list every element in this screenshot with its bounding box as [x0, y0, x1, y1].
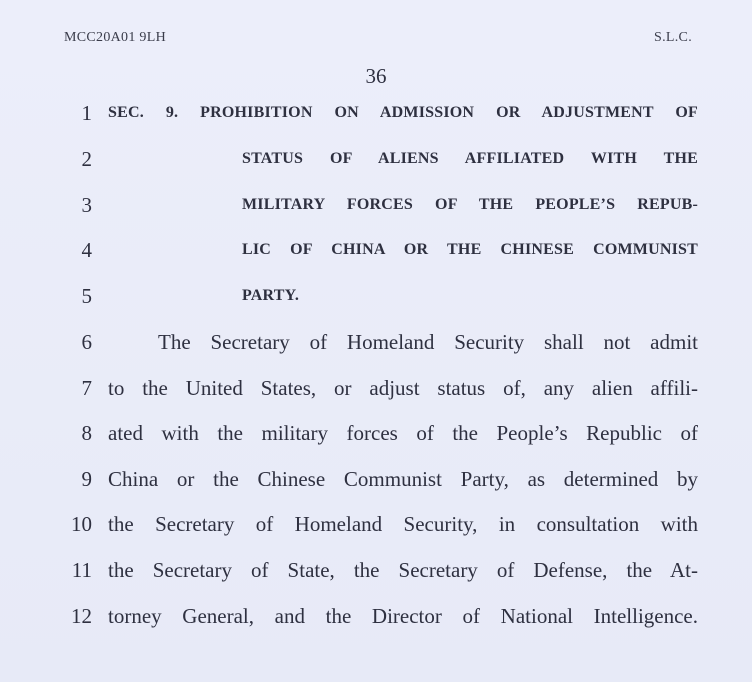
line-number: 7: [81, 376, 92, 400]
line-number: 12: [71, 604, 92, 628]
body-text-line: torney General, and the Director of National Intelligence.: [108, 604, 698, 628]
slc-label: S.L.C.: [654, 30, 692, 45]
body-text-line: the Secretary of State, the Secretary of Defense, the At-: [108, 558, 698, 582]
line-number: 8: [81, 421, 92, 445]
page-number: 36: [365, 64, 387, 88]
section-heading-line: MILITARY FORCES OF THE PEOPLE’S REPUB-: [242, 196, 698, 213]
section-heading-line: PARTY.: [242, 287, 300, 304]
line-number: 1: [81, 101, 92, 125]
section-heading-line: STATUS OF ALIENS AFFILIATED WITH THE: [242, 150, 698, 167]
body-text-line: China or the Chinese Communist Party, as determined by: [108, 467, 698, 491]
line-number: 4: [81, 238, 92, 262]
body-text-line: The Secretary of Homeland Security shall not admit: [158, 330, 698, 354]
body-text-line: ated with the military forces of the People’s Republic of: [108, 421, 698, 445]
body-text-line: to the United States, or adjust status of, any alien affili-: [108, 376, 698, 400]
section-heading-line: LIC OF CHINA OR THE CHINESE COMMUNIST: [242, 241, 698, 258]
body-text-line: the Secretary of Homeland Security, in consultation with: [108, 512, 698, 536]
line-number: 2: [81, 147, 92, 171]
line-number: 5: [81, 284, 92, 308]
line-number: 6: [81, 330, 92, 354]
line-number: 3: [81, 193, 92, 217]
line-number: 11: [71, 558, 92, 582]
document-id: MCC20A01 9LH: [64, 30, 166, 45]
line-number: 9: [81, 467, 92, 491]
section-heading-line: SEC. 9. PROHIBITION ON ADMISSION OR ADJUSTMENT OF: [108, 104, 698, 121]
line-number: 10: [71, 512, 92, 536]
